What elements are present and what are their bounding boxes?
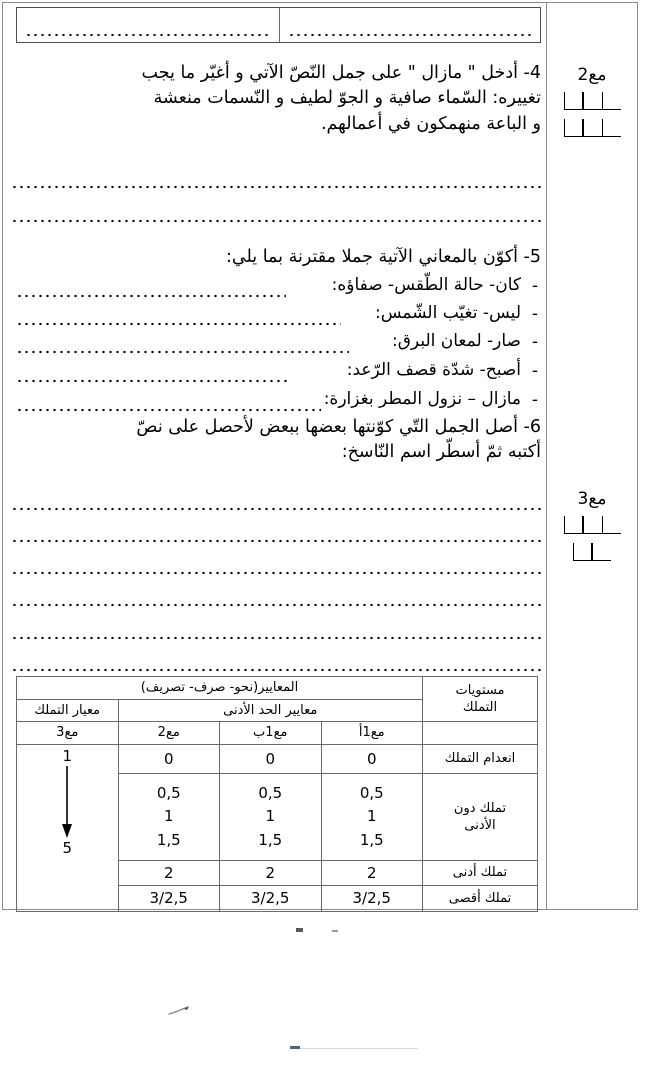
stamp-box[interactable] <box>583 119 602 137</box>
stamp-boxrow-maa3-1[interactable] <box>547 516 637 534</box>
cell-below-minimum-maa2 <box>118 774 220 861</box>
cell-no-ownership-maa2: 0 <box>118 744 220 773</box>
question-5-item-4 <box>11 360 541 386</box>
value: 1,5 <box>359 830 384 849</box>
question-5-item-5 <box>11 389 541 415</box>
column-header-maa1b: مع1ب <box>220 722 322 745</box>
question-5 <box>11 245 541 270</box>
scan-artifact <box>332 930 338 932</box>
scan-artifact <box>296 928 303 932</box>
down-arrow-icon <box>59 766 75 840</box>
stamp-boxrow-maa3-2[interactable] <box>547 543 637 561</box>
min-criteria-group-header: معايير الحد الأدنى <box>118 699 423 722</box>
bullet-dash: - <box>531 332 538 352</box>
table-row-column-labels <box>17 722 538 745</box>
stamp-box[interactable] <box>602 92 621 110</box>
stamp-boxrow-maa2-1[interactable] <box>547 92 637 110</box>
answer-line-q6-5[interactable] <box>11 636 541 640</box>
bullet-dash: - <box>531 276 538 296</box>
bullet-text: مازال – نزول المطر بغزارة: <box>323 389 521 409</box>
question-5-item-1 <box>11 275 541 301</box>
top-answer-table <box>16 7 541 43</box>
stamp-label-maa3: مع3 <box>577 489 607 509</box>
levels-blank-cell <box>423 722 538 745</box>
cell-maximum-maa2: 3/2,5 <box>118 886 220 911</box>
table-row-minimum-ownership <box>17 861 538 886</box>
cell-no-ownership-maa1a: 0 <box>321 744 423 773</box>
cell-ownership-scale-top <box>17 744 119 861</box>
answer-line-q5-5[interactable] <box>16 408 321 412</box>
row-label-below-minimum <box>423 774 538 861</box>
scan-artifact-swoosh <box>168 1006 190 1016</box>
value: 1 <box>366 807 377 826</box>
answer-line-q5-4[interactable] <box>16 379 291 383</box>
cell-minimum-maa2: 2 <box>118 861 220 886</box>
answer-line-q5-1[interactable] <box>16 294 286 298</box>
ownership-scale-min: 1 <box>62 746 73 765</box>
question-5-prompt: 5- أكوّن بالمعاني الآتية جملا مقترنة بما يلي: <box>226 247 541 267</box>
question-5-item-2 <box>11 303 541 329</box>
value: 1 <box>163 807 174 826</box>
dotted-writing-line <box>288 33 533 37</box>
question-5-item-3 <box>11 331 541 357</box>
bullet-text: ليس- تغيّب الشّمس: <box>375 303 521 323</box>
stamp-box[interactable] <box>583 92 602 110</box>
ownership-scale-arrow-wrap <box>20 747 115 859</box>
criteria-group-header: المعايير(نحو- صرف- تصريف) <box>17 677 423 700</box>
value: 1,5 <box>258 830 283 849</box>
row-label-below-minimum-line-1: تملك دون <box>453 800 507 816</box>
bullet-text: صار- لمعان البرق: <box>392 331 521 351</box>
value: 0,5 <box>359 784 384 803</box>
stamp-box[interactable] <box>583 516 602 534</box>
answer-line-q6-1[interactable] <box>11 507 541 511</box>
answer-line-q4-2[interactable] <box>11 219 541 223</box>
margin-column <box>547 2 637 910</box>
evaluation-table <box>16 676 538 912</box>
question-4-line-1: 4- أدخل " مازال " على جمل النّصّ الآتي و أغيّر ما يجب <box>141 63 541 83</box>
cell-maximum-maa1a: 3/2,5 <box>321 886 423 911</box>
cell-below-minimum-maa1b <box>220 774 322 861</box>
row-label-no-ownership: انعدام التملك <box>423 744 538 773</box>
value: 1,5 <box>156 830 181 849</box>
ownership-criterion-header: معيار التملك <box>17 699 119 722</box>
cell-minimum-maa1b: 2 <box>220 861 322 886</box>
question-6 <box>11 415 541 466</box>
question-4-line-2: تغييره: السّماء صافية و الجوّ لطيف و النّسمات منعشة <box>153 88 541 109</box>
cell-minimum-maa1a: 2 <box>321 861 423 886</box>
question-6-line-1: 6- أصل الجمل التّي كوّنتها بعضها ببعض لأحصل على نصّ <box>136 417 541 437</box>
row-label-below-minimum-line-2: الأدنى <box>464 818 496 834</box>
levels-header-line-1: مستويات <box>455 682 505 698</box>
answer-line-q6-2[interactable] <box>11 539 541 543</box>
scan-artifact-blue-dash <box>290 1046 300 1049</box>
stamp-label-maa2: مع2 <box>577 65 607 85</box>
stamp-box[interactable] <box>564 119 583 137</box>
bullet-dash: - <box>531 361 538 381</box>
answer-line-q5-3[interactable] <box>16 350 349 354</box>
ownership-scale-max: 5 <box>62 839 73 858</box>
cell-no-ownership-maa1b: 0 <box>220 744 322 773</box>
answer-line-q4-1[interactable] <box>11 185 541 189</box>
answer-cell-right[interactable] <box>279 8 541 42</box>
answer-line-q5-2[interactable] <box>16 322 341 326</box>
table-row-no-ownership <box>17 744 538 773</box>
answer-line-q6-3[interactable] <box>11 571 541 575</box>
stamp-box[interactable] <box>564 92 583 110</box>
stamp-box[interactable] <box>602 119 621 137</box>
question-6-line-2: أكتبه ثمّ أسطّر اسم النّاسخ: <box>341 442 541 463</box>
cell-maximum-maa1b: 3/2,5 <box>220 886 322 911</box>
column-header-maa1a: مع1أ <box>321 722 423 745</box>
bullet-text: كان- حالة الطّقس- صفاؤه: <box>331 275 521 295</box>
column-header-maa3: مع3 <box>17 722 119 745</box>
bullet-text: أصبح- شدّة قصف الرّعد: <box>346 360 521 380</box>
scan-artifact-gray-rule <box>300 1048 418 1049</box>
row-label-maximum-ownership: تملك أقصى <box>423 886 538 911</box>
stamp-boxrow-maa2-2[interactable] <box>547 119 637 137</box>
question-4-line-3: و الباعة منهمكون في أعمالهم. <box>320 113 541 134</box>
stamp-box[interactable] <box>602 516 621 534</box>
column-header-maa2: مع2 <box>118 722 220 745</box>
value: 0,5 <box>156 784 181 803</box>
cell-below-minimum-maa1a <box>321 774 423 861</box>
cell-ownership-scale-bottom <box>17 861 119 912</box>
value: 0,5 <box>258 784 283 803</box>
levels-header-cell <box>423 677 538 722</box>
stamp-box[interactable] <box>592 543 611 561</box>
stamp-box[interactable] <box>573 543 592 561</box>
dotted-writing-line <box>25 33 271 37</box>
bullet-dash: - <box>531 304 538 324</box>
row-label-minimum-ownership: تملك أدنى <box>423 861 538 886</box>
stamp-group-maa3 <box>547 489 637 570</box>
table-row-header-group <box>17 677 538 700</box>
stamp-box[interactable] <box>564 516 583 534</box>
stamp-group-maa2 <box>547 65 637 146</box>
answer-line-q6-6[interactable] <box>11 668 541 672</box>
bullet-dash: - <box>531 390 538 410</box>
value: 1 <box>265 807 276 826</box>
answer-cell-left[interactable] <box>17 8 279 42</box>
question-4 <box>11 61 541 137</box>
levels-header-line-2: التملك <box>462 700 498 716</box>
answer-line-q6-4[interactable] <box>11 603 541 607</box>
